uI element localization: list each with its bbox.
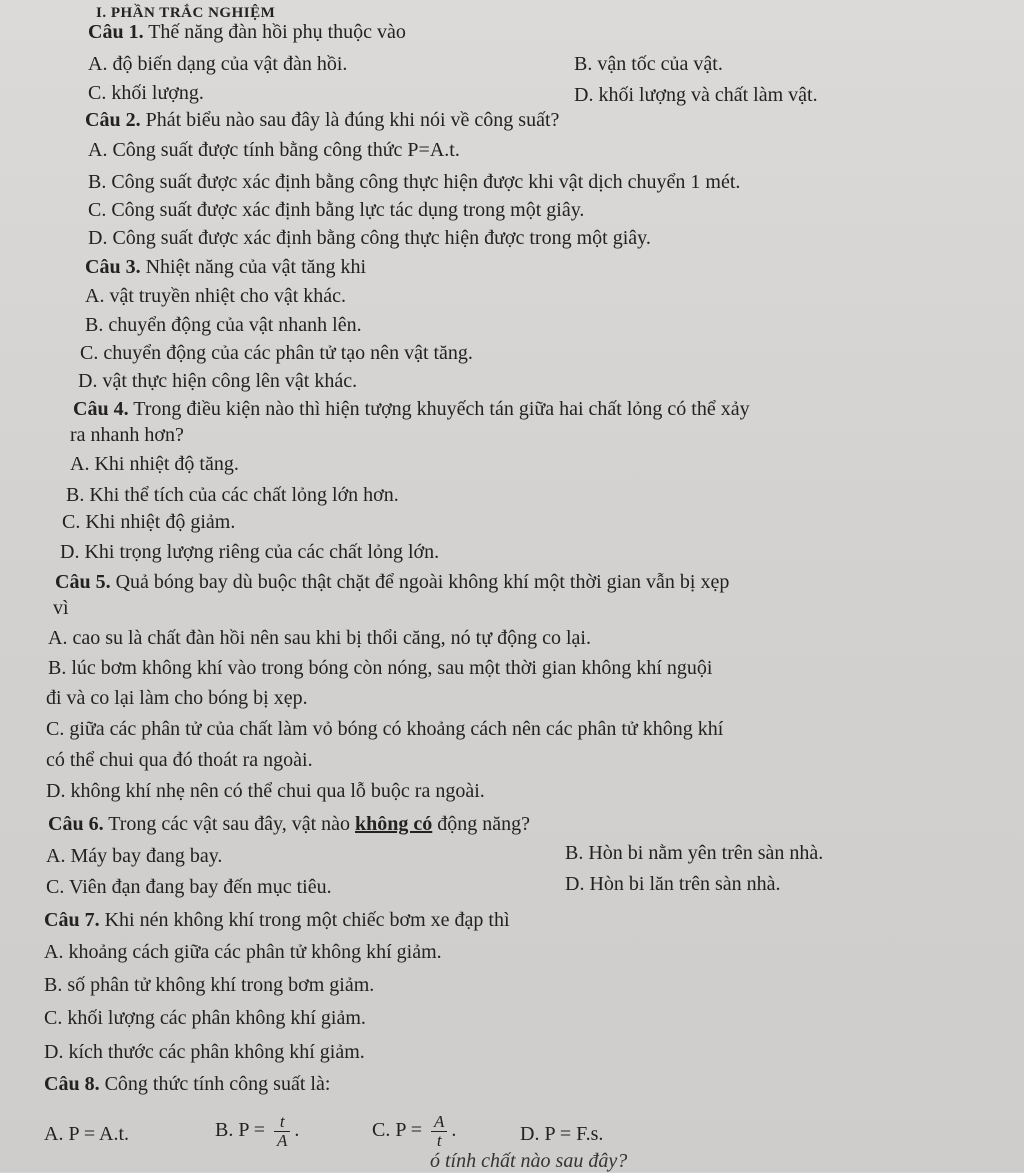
question-text: Nhiệt năng của vật tăng khi xyxy=(140,256,367,278)
question-label: Câu 3. xyxy=(85,256,141,278)
question-6-stem xyxy=(48,812,530,836)
q4-option-b: B. Khi thể tích của các chất lỏng lớn hơn. xyxy=(66,484,399,506)
q5-option-a: A. cao su là chất đàn hồi nên sau khi bị thổi căng, nó tự động co lại. xyxy=(48,627,591,649)
q5-option-c-cont: có thể chui qua đó thoát ra ngoài. xyxy=(46,749,313,771)
q6-option-b: B. Hòn bi nằm yên trên sàn nhà. xyxy=(565,842,824,864)
question-1-stem xyxy=(88,20,406,44)
fraction-denominator: t xyxy=(436,1130,442,1150)
q1-option-c: C. khối lượng. xyxy=(88,82,204,104)
fraction-numerator: A xyxy=(431,1113,447,1132)
fraction-numerator: t xyxy=(274,1113,290,1132)
q5-option-c: C. giữa các phân tử của chất làm vỏ bóng có khoảng cách nên các phân tử không khí xyxy=(46,718,724,740)
fraction xyxy=(431,1113,447,1150)
q8-option-b: B. P = $\frac{t}{A}$ . xyxy=(215,1111,300,1150)
question-text: Trong các vật sau đây, vật nào xyxy=(103,813,356,835)
question-4-stem-cont: ra nhanh hơn? xyxy=(70,424,184,446)
q6-option-c: C. Viên đạn đang bay đến mục tiêu. xyxy=(46,876,332,898)
q4-option-d: D. Khi trọng lượng riêng của các chất lỏng lớn. xyxy=(60,541,440,563)
q3-option-c: C. chuyển động của các phân tử tạo nên vật tăng. xyxy=(80,342,473,364)
q8-option-d: D. P = F.s. xyxy=(520,1123,604,1145)
q7-option-a: A. khoảng cách giữa các phân tử không khí giảm. xyxy=(44,941,442,963)
q3-option-d: D. vật thực hiện công lên vật khác. xyxy=(78,370,358,392)
q7-option-d: D. kích thước các phân không khí giảm. xyxy=(44,1041,365,1063)
q2-option-d: D. Công suất được xác định bằng công thực hiện được trong một giây. xyxy=(88,227,651,249)
question-5-stem xyxy=(55,570,729,594)
question-text-end: động năng? xyxy=(432,813,531,835)
q1-option-d: D. khối lượng và chất làm vật. xyxy=(574,84,818,106)
emphasis-text: không có xyxy=(355,813,433,835)
q5-option-d: D. không khí nhẹ nên có thể chui qua lỗ buộc ra ngoài. xyxy=(46,780,485,802)
q7-option-c: C. khối lượng các phân không khí giảm. xyxy=(44,1007,366,1029)
question-7-stem xyxy=(44,908,510,932)
option-prefix: B. P = xyxy=(215,1119,270,1141)
question-label: Câu 1. xyxy=(88,21,144,43)
q8-option-a: A. P = A.t. xyxy=(44,1123,129,1145)
question-4-stem xyxy=(73,397,750,421)
question-text: Khi nén không khí trong một chiếc bơm xe đạp thì xyxy=(99,909,510,931)
q6-option-a: A. Máy bay đang bay. xyxy=(46,845,223,867)
question-3-stem xyxy=(85,255,366,279)
option-prefix: C. P = xyxy=(372,1119,427,1141)
q7-option-b: B. số phân tử không khí trong bơm giảm. xyxy=(44,974,375,996)
q1-option-a: A. độ biến dạng của vật đàn hồi. xyxy=(88,53,348,75)
q6-option-d: D. Hòn bi lăn trên sàn nhà. xyxy=(565,873,781,895)
question-label: Câu 5. xyxy=(55,571,111,593)
q2-option-a: A. Công suất được tính bằng công thức P=A.t. xyxy=(88,139,460,161)
question-5-stem-cont: vì xyxy=(53,597,69,619)
q2-option-b: B. Công suất được xác định bằng công thực hiện được khi vật dịch chuyển 1 mét. xyxy=(88,171,741,193)
question-label: Câu 7. xyxy=(44,909,100,931)
q3-option-a: A. vật truyền nhiệt cho vật khác. xyxy=(85,285,347,307)
q4-option-c: C. Khi nhiệt độ giảm. xyxy=(62,511,236,533)
section-title: I. PHẦN TRẮC NGHIỆM xyxy=(96,5,276,21)
question-label: Câu 6. xyxy=(48,813,104,835)
question-text: Quả bóng bay dù buộc thật chặt để ngoài không khí một thời gian vẫn bị xẹp xyxy=(110,571,730,593)
q5-option-b: B. lúc bơm không khí vào trong bóng còn nóng, sau một thời gian không khí nguội xyxy=(48,657,713,679)
question-label: Câu 4. xyxy=(73,398,129,420)
q2-option-c: C. Công suất được xác định bằng lực tác dụng trong một giây. xyxy=(88,199,585,221)
q8-option-c: C. P = $\frac{A}{t}$ . xyxy=(372,1111,457,1150)
q1-option-b: B. vận tốc của vật. xyxy=(574,53,723,75)
q4-option-a: A. Khi nhiệt độ tăng. xyxy=(70,453,239,475)
question-2-stem xyxy=(85,108,559,132)
question-label: Câu 8. xyxy=(44,1073,100,1095)
question-text: Thế năng đàn hồi phụ thuộc vào xyxy=(143,21,406,43)
question-label: Câu 2. xyxy=(85,109,141,131)
q5-option-b-cont: đi và co lại làm cho bóng bị xẹp. xyxy=(46,687,308,709)
question-text: Trong điều kiện nào thì hiện tượng khuyếch tán giữa hai chất lỏng có thể xảy xyxy=(128,398,750,420)
cut-off-text: ó tính chất nào sau đây? xyxy=(430,1150,628,1172)
fraction-denominator: A xyxy=(277,1130,288,1150)
q3-option-b: B. chuyển động của vật nhanh lên. xyxy=(85,314,362,336)
question-text: Phát biểu nào sau đây là đúng khi nói về công suất? xyxy=(140,109,560,131)
question-text: Công thức tính công suất là: xyxy=(99,1073,331,1095)
fraction xyxy=(274,1113,290,1150)
question-8-stem xyxy=(44,1072,330,1096)
